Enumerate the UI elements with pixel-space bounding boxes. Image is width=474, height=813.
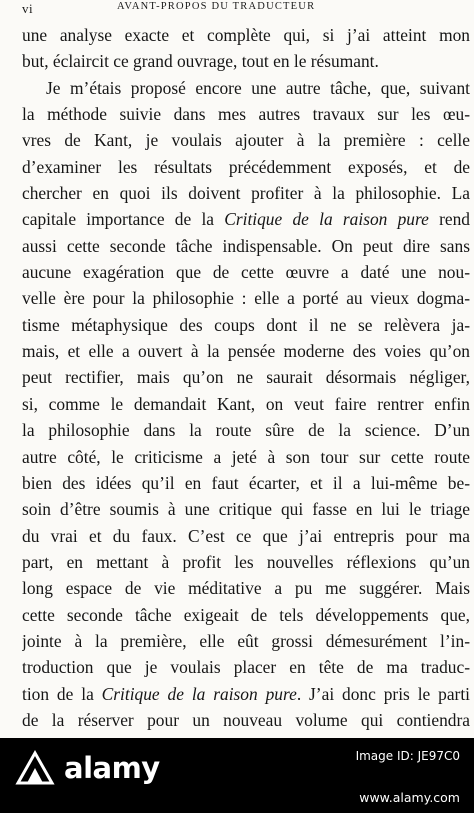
running-head: AVANT-PROPOS DU TRADUCTEUR [117,1,316,12]
page-number: vi [22,1,34,16]
alamy-logo [14,748,160,788]
text-line: aucune exagération que de cette œuvre a daté une nou- [22,262,470,283]
text-line: but, éclaircit ce grand ouvrage, tout en le résumant. [22,51,379,72]
text-line: soin d’être soumis à une critique qui fasse en lui le triage [22,499,470,520]
alamy-logo-icon [14,749,56,787]
text-line: autre côté, le criticisme a jeté à son tour sur cette route [22,446,470,467]
text-line: aussi cette seconde tâche indispensable. On peut dire sans [22,235,470,256]
text-line: mais, et elle a ouvert à la pensée moderne des voies qu’on [22,341,470,362]
text-line: la méthode suivie dans mes autres travaux sur les œu- [22,104,470,125]
text-line: capitale importance de la Critique de la raison pure rend [22,209,470,230]
watermark-bar [0,738,474,813]
italic-title: Critique de la raison pure [224,209,429,230]
watermark-url: www.alamy.com [359,790,460,805]
text-line: une analyse exacte et complète qui, si j’ai atteint mon [22,25,470,45]
text-line: peut rectifier, mais qu’on ne saurait désormais négliger, [22,367,470,388]
text-line: la philosophie dans la route sûre de la science. D’un [22,420,470,441]
page-header [22,0,468,16]
text-line: troduction que je voulais placer en tête de ma traduc- [22,657,470,678]
body-text [22,22,470,738]
italic-title: Critique de la raison pure [101,683,297,704]
alamy-logo-text: alamy [64,751,160,785]
text-line: de la réserver pour un nouveau volume qui contiendra [22,709,470,730]
text-line: du vrai et du faux. C’est ce que j’ai entrepris pour ma [22,525,470,546]
text-line: tion de la Critique de la raison pure. J’ai donc pris le parti [22,683,470,704]
text-line: Je m’étais proposé encore une autre tâche, que, suivant [46,77,470,98]
image-id-block [356,750,460,763]
text-line: d’examiner les résultats précédemment exposés, et de [22,156,470,177]
image-id: Image ID: JE97C0 [355,749,460,763]
text-line: cette seconde tâche exigeait de tels développements que, [22,604,470,625]
text-line: chercher en quoi ils doivent profiter à la philosophie. La [22,183,470,204]
text-line: vres de Kant, je voulais ajouter à la première : celle [22,130,470,151]
text-line: velle ère pour la philosophie : elle a porté au vieux dogma- [22,288,470,309]
text-line: long espace de vie méditative a pu me suggérer. Mais [22,578,470,599]
text-line: part, en mettant à profit les nouvelles réflexions qu’un [22,551,470,572]
text-line: tisme métaphysique des coups dont il ne se relèvera ja- [22,314,470,335]
text-line: bien des idées qu’il en faut écarter, et il a lui-même be- [22,472,470,493]
text-line: si, comme le demandait Kant, on veut faire rentrer enfin [22,393,470,414]
text-line: jointe à la première, elle eût grossi démesurément l’in- [22,630,470,651]
